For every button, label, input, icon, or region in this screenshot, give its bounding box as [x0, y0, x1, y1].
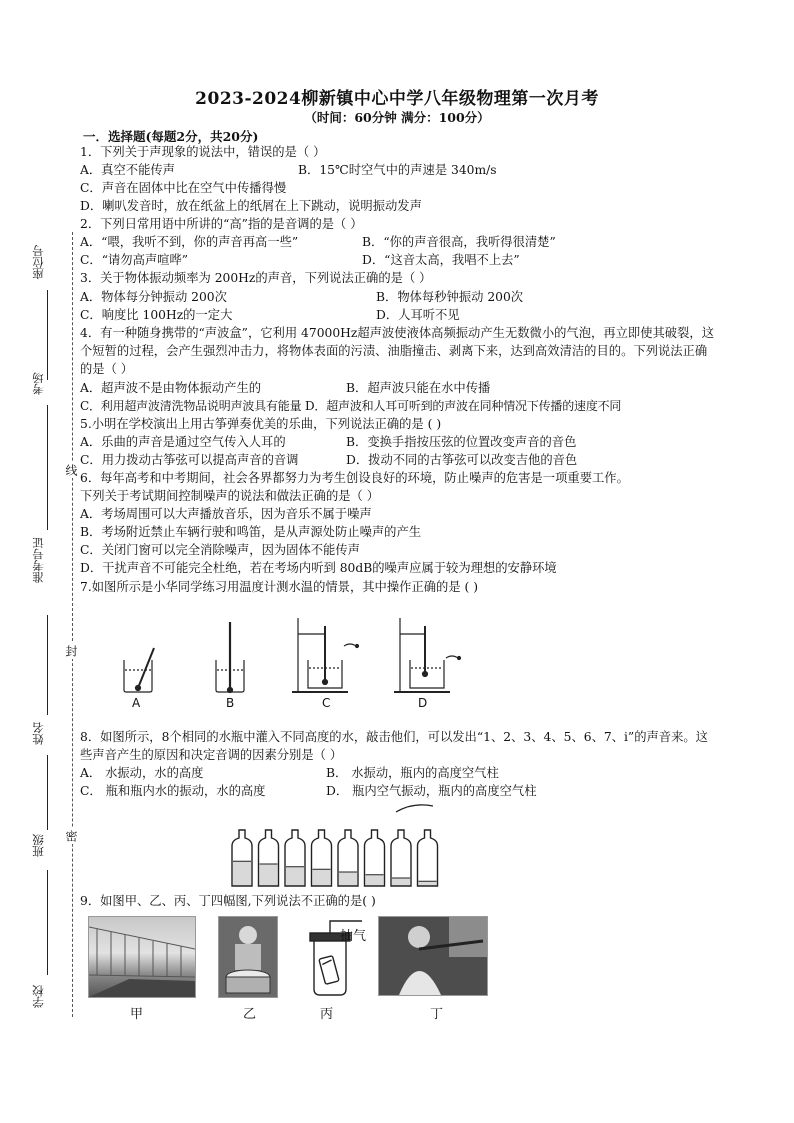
q9-label-ding: 丁	[430, 1007, 444, 1022]
q1-option-d: D．喇叭发音时，放在纸盆上的纸屑在上下跳动，说明振动发声	[80, 199, 422, 213]
q6-option-a: A．考场周围可以大声播放音乐，因为音乐不属于噪声	[80, 507, 372, 521]
q8-bottle-water	[260, 864, 278, 886]
field-school: 学校	[31, 985, 45, 1008]
binding-dashed-line	[72, 232, 73, 1017]
q8-bottles-figure	[228, 800, 448, 890]
seal-mark-line: 线	[64, 464, 78, 476]
q7-label-b: B	[226, 696, 235, 710]
seal-mark-secret: 密	[64, 830, 78, 842]
q8-bottle-water	[286, 867, 304, 886]
q8-bottle-5	[338, 830, 358, 886]
q2-stem: 2．下列日常用语中所讲的“高”指的是音调的是（ ）	[80, 217, 363, 231]
q3-option-c: C．响度比 100Hz的一定大	[80, 308, 233, 322]
q3-option-a: A．物体每分钟振动 200次	[80, 290, 227, 304]
field-admission-line	[47, 615, 48, 715]
q9-label-bing: 丙	[320, 1007, 334, 1022]
seal-mark-seal: 封	[64, 645, 78, 657]
q8-bottle-water	[392, 878, 410, 886]
field-admission-number: 准考号证	[31, 537, 45, 583]
q7-figure-c	[292, 618, 359, 692]
field-class: 班级	[31, 834, 45, 857]
q5-option-a: A．乐曲的声音是通过空气传入人耳的	[80, 435, 286, 449]
field-exam-room-line	[47, 405, 48, 530]
q7-stem: 7.如图所示是小华同学练习用温度计测水温的情景，其中操作正确的是 ( )	[80, 580, 479, 594]
q6-option-c: C．关闭门窗可以完全消除噪声，因为固体不能传声	[80, 543, 360, 557]
q7-thermometer-figure	[110, 612, 470, 712]
q3-option-d: D．人耳听不见	[376, 308, 460, 322]
q1-option-a: A．真空不能传声	[80, 163, 175, 177]
q8-bottle-3	[285, 830, 305, 886]
q8-option-b: B． 水振动，瓶内的高度空气柱	[326, 766, 499, 780]
q8-bottle-4	[312, 830, 332, 886]
q4-stem: 4．有一种随身携带的“声波盒”，它利用 47000Hz超声波使液体高频振动产生无数微小的气泡，再立即使其破裂，这个短暂的过程，会产生强烈冲击力，将物体表面的污渍、油脂撞击、剥离下来，达到高效清洁的目的。下列说法正确的是（ ）	[80, 326, 714, 376]
q9-photo-jia-noise-barrier	[88, 916, 196, 998]
q9-photo-ding-violin	[378, 916, 488, 996]
q8-option-d: D． 瓶内空气振动，瓶内的高度空气柱	[326, 784, 537, 798]
q2-option-a: A．“喂，我听不到，你的声音再高一些”	[80, 235, 299, 249]
field-class-line	[47, 870, 48, 975]
field-seat-number-line	[47, 290, 48, 380]
q8-bottle-water	[366, 875, 384, 886]
q9-photo-yi-drum	[218, 916, 278, 998]
field-exam-room: 考场	[31, 372, 45, 395]
q8-bottle-water	[233, 861, 251, 886]
q8-bottle-8	[418, 830, 438, 886]
q8-bottle-2	[259, 830, 279, 886]
exam-title: 2023-2024柳新镇中心中学八年级物理第一次月考	[195, 89, 599, 109]
q8-bottle-1	[232, 830, 252, 886]
q9-stem: 9．如图甲、乙、丙、丁四幅图,下列说法不正确的是( )	[80, 894, 376, 908]
q8-bottle-outline	[418, 830, 438, 886]
field-name-line	[47, 755, 48, 830]
exam-subtitle: （时间：60分钟 满分：100分）	[304, 110, 490, 125]
q5-stem: 5.小明在学校演出上用古筝弹奏优美的乐曲，下列说法正确的是 ( )	[80, 417, 442, 431]
q8-bottle-water	[419, 881, 437, 886]
q7-figure-b	[216, 622, 244, 693]
q7-figure-a	[124, 648, 154, 692]
field-name: 姓名	[31, 722, 45, 745]
q6-option-d: D．干扰声音不可能完全杜绝，若在考场内听到 80dB的噪声应属于较为理想的安静环境	[80, 561, 557, 575]
q1-option-c: C．声音在固体中比在空气中传播得慢	[80, 181, 287, 195]
q8-bottle-water	[313, 869, 331, 886]
q5-option-c: C．用力拨动古筝弦可以提高声音的音调	[80, 453, 299, 467]
q2-option-b: B．“你的声音很高，我听得很清楚”	[362, 235, 556, 249]
q4-option-cd: C．利用超声波清洗物品说明声波具有能量 D．超声波和人耳可听到的声波在同种情况下传播的速度不同	[80, 399, 622, 413]
q3-stem: 3．关于物体振动频率为 200Hz的声音，下列说法正确的是（ ）	[80, 271, 432, 285]
q8-bottle-water	[339, 872, 357, 886]
q9-pump-label: 抽气	[340, 929, 367, 944]
q5-option-d: D．拨动不同的古筝弦可以改变吉他的音色	[346, 453, 578, 467]
q3-option-b: B．物体每秒钟振动 200次	[376, 290, 524, 304]
q8-stem: 8．如图所示，8个相同的水瓶中灌入不同高度的水，敲击他们，可以发出“1、2、3、4、5、6、7、i”的声音来。这些声音产生的原因和决定音调的因素分别是（ ）	[80, 730, 708, 762]
q4-option-b: B．超声波只能在水中传播	[346, 381, 491, 395]
section-heading: 一．选择题(每题2分，共20分)	[83, 129, 259, 144]
q2-option-c: C．“请勿高声喧哗”	[80, 253, 189, 267]
q9-label-yi: 乙	[243, 1007, 257, 1022]
q1-option-b: B．15℃时空气中的声速是 340m/s	[298, 163, 497, 177]
q8-option-c: C． 瓶和瓶内水的振动，水的高度	[80, 784, 266, 798]
q8-bottle-6	[365, 830, 385, 886]
q7-label-c: C	[322, 696, 331, 710]
q4-option-a: A．超声波不是由物体振动产生的	[80, 381, 262, 395]
q7-label-a: A	[132, 696, 141, 710]
q6-stem-line2: 下列关于考试期间控制噪声的说法和做法正确的是（ ）	[80, 489, 380, 503]
q8-bottle-7	[391, 830, 411, 886]
q9-label-jia: 甲	[130, 1007, 144, 1022]
q1-stem: 1．下列关于声现象的说法中，错误的是（ ）	[80, 145, 326, 159]
q8-option-a: A． 水振动，水的高度	[80, 766, 204, 780]
q7-figure-d	[394, 618, 461, 692]
q6-option-b: B．考场附近禁止车辆行驶和鸣笛，是从声源处防止噪声的产生	[80, 525, 422, 539]
q6-stem-line1: 6．每年高考和中考期间，社会各界都努力为考生创设良好的环境，防止噪声的危害是一项重要工作。	[80, 471, 629, 485]
q5-option-b: B．变换手指按压弦的位置改变声音的音色	[346, 435, 577, 449]
field-seat-number: 座位号	[31, 245, 45, 280]
q7-label-d: D	[418, 696, 428, 710]
q2-option-d: D．“这音太高，我唱不上去”	[362, 253, 520, 267]
